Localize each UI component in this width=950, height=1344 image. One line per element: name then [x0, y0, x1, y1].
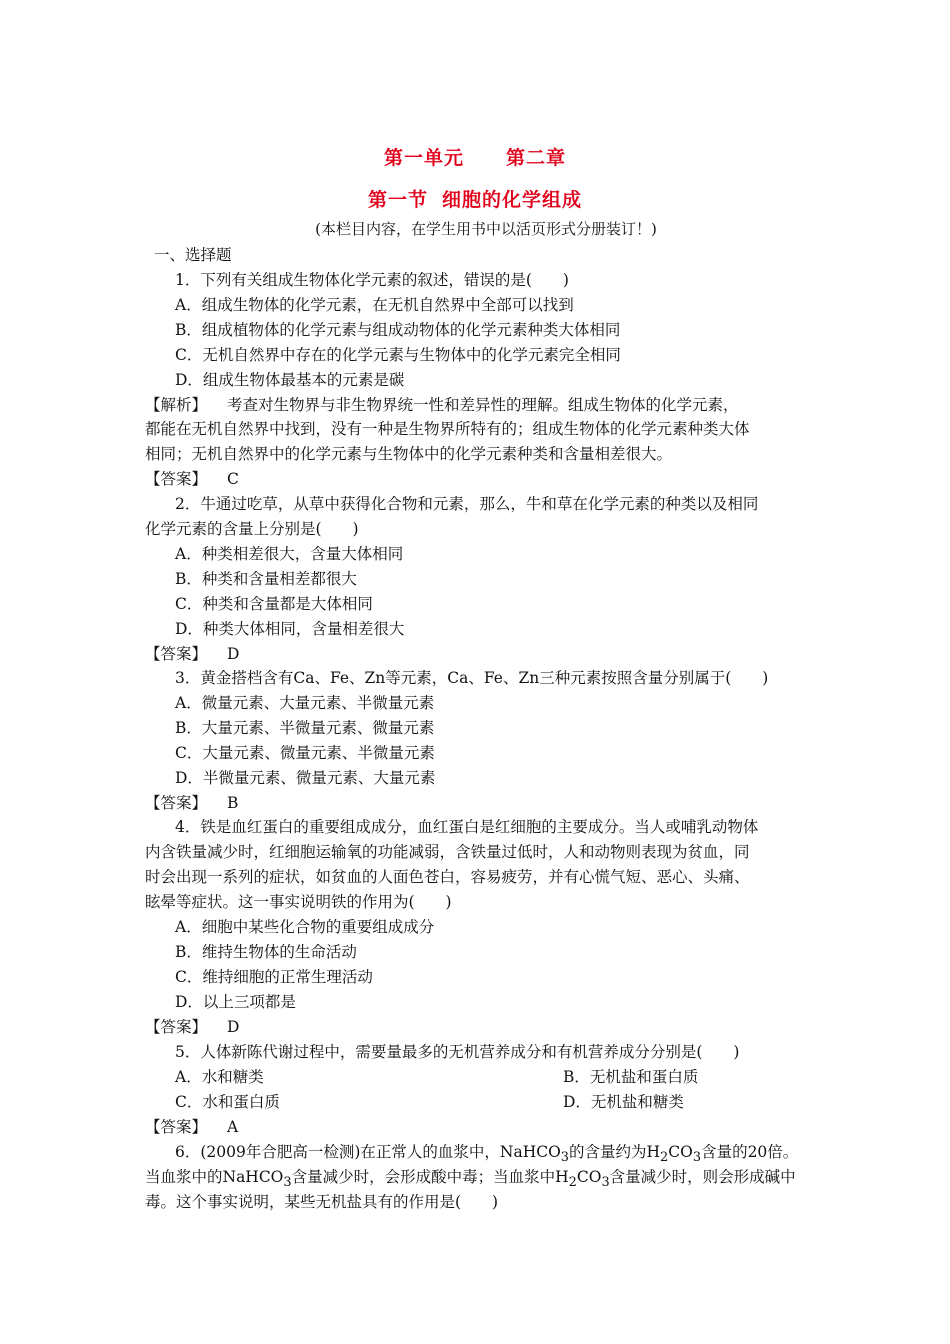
q6-stem-3: 毒。这个事实说明，某些无机盐具有的作用是( ) [145, 1193, 499, 1211]
section-heading [0, 185, 950, 212]
part-title: 一、选择题 [154, 246, 232, 264]
q3-option-d: D．半微量元素、微量元素、大量元素 [175, 769, 436, 787]
q4-option-c: C．维持细胞的正常生理活动 [175, 968, 373, 986]
q6-stem-2-part-b: 含量减少时，会形成酸中毒；当血浆中H [291, 1168, 569, 1186]
q3-option-b: B．大量元素、半微量元素、微量元素 [175, 719, 435, 737]
unit-chapter-heading [0, 143, 950, 170]
q2-option-d: D．种类大体相同，含量相差很大 [175, 620, 405, 638]
q4-stem-1: 4．铁是血红蛋白的重要组成成分，血红蛋白是红细胞的主要成分。当人或哺乳动物体 [175, 818, 759, 836]
q4-stem-4: 眩晕等症状。这一事实说明铁的作用为( ) [145, 893, 452, 911]
q1-answer-value: C [227, 470, 239, 488]
q2-option-b: B．种类和含量相差都很大 [175, 570, 357, 588]
q6-sub-3b: 3 [692, 1150, 702, 1166]
q2-answer [145, 642, 239, 666]
q3-answer-tag: 【答案】 [145, 794, 208, 812]
unit-title: 第一单元 [383, 147, 464, 169]
q1-answer [145, 467, 239, 491]
q6-sub-2b: 2 [568, 1175, 577, 1191]
q1-option-a: A．组成生物体的化学元素，在无机自然界中全部可以找到 [175, 296, 574, 314]
section-number: 第一节 [367, 189, 428, 211]
q6-stem-2-part-c: CO [576, 1168, 602, 1186]
q5-answer-tag: 【答案】 [145, 1118, 208, 1136]
q3-answer-value: B [227, 794, 239, 812]
q6-sub-3d: 3 [601, 1175, 610, 1191]
q6-sub-3: 3 [560, 1150, 570, 1166]
q1-option-d: D．组成生物体最基本的元素是碳 [175, 371, 405, 389]
q4-stem-2: 内含铁量减少时，红细胞运输氧的功能减弱，含铁量过低时，人和动物则表现为贫血，同 [145, 843, 750, 861]
q3-answer [145, 791, 238, 815]
q1-analysis-text-2: 都能在无机自然界中找到，没有一种是生物界所特有的；组成生物体的化学元素种类大体 [145, 420, 750, 438]
q4-option-a: A．细胞中某些化合物的重要组成成分 [175, 918, 435, 936]
q3-option-c: C．大量元素、微量元素、半微量元素 [175, 744, 435, 762]
q5-answer [145, 1115, 238, 1139]
q5-answer-value: A [227, 1118, 239, 1136]
q3-stem: 3．黄金搭档含有Ca、Fe、Zn等元素，Ca、Fe、Zn三种元素按照含量分别属于( ) [175, 669, 769, 687]
q2-stem-1: 2．牛通过吃草，从草中获得化合物和元素，那么，牛和草在化学元素的种类以及相同 [175, 495, 759, 513]
q1-analysis-text-3: 相同；无机自然界中的化学元素与生物体中的化学元素种类和含量相差很大。 [145, 445, 673, 463]
binding-note: (本栏目内容，在学生用书中以活页形式分册装订！) [315, 220, 657, 238]
q6-stem-2-part-a: 当血浆中的NaHCO [145, 1168, 284, 1186]
q1-analysis-line-1 [145, 393, 739, 417]
chapter-title: 第二章 [506, 147, 567, 169]
q5-option-b: B．无机盐和蛋白质 [563, 1068, 699, 1086]
q2-option-a: A．种类相差很大，含量大体相同 [175, 545, 404, 563]
q4-answer-value: D [227, 1018, 240, 1036]
q1-answer-tag: 【答案】 [145, 470, 208, 488]
q6-stem-1-part-b: 的含量约为H [569, 1143, 661, 1161]
q4-option-b: B．维持生物体的生命活动 [175, 943, 357, 961]
q2-stem-2: 化学元素的含量上分别是( ) [145, 520, 359, 538]
q1-analysis-text-1: 考查对生物界与非生物界统一性和差异性的理解。组成生物体的化学元素， [227, 396, 739, 414]
q3-option-a: A．微量元素、大量元素、半微量元素 [175, 694, 435, 712]
q6-stem-1-part-c: CO [668, 1143, 693, 1161]
q5-option-c: C．水和蛋白质 [175, 1093, 280, 1111]
q2-option-c: C．种类和含量都是大体相同 [175, 595, 373, 613]
q1-option-b: B．组成植物体的化学元素与组成动物体的化学元素种类大体相同 [175, 321, 621, 339]
q4-answer [145, 1015, 239, 1039]
q4-stem-3: 时会出现一系列的症状，如贫血的人面色苍白，容易疲劳，并有心慌气短、恶心、头痛、 [145, 868, 750, 886]
q6-stem-1-part-d: 含量的20倍。 [701, 1143, 799, 1161]
q1-analysis-tag: 【解析】 [145, 396, 208, 414]
q5-stem: 5．人体新陈代谢过程中，需要量最多的无机营养成分和有机营养成分分别是( ) [175, 1043, 740, 1061]
q6-stem-1-part-a: 6．(2009年合肥高一检测)在正常人的血浆中，NaHCO [175, 1143, 561, 1161]
q1-stem: 1．下列有关组成生物体化学元素的叙述，错误的是( ) [175, 271, 569, 289]
section-title: 细胞的化学组成 [442, 189, 583, 211]
q4-answer-tag: 【答案】 [145, 1018, 208, 1036]
q6-stem-2-part-d: 含量减少时，则会形成碱中 [609, 1168, 796, 1186]
q4-option-d: D．以上三项都是 [175, 993, 296, 1011]
q5-option-d: D．无机盐和糖类 [563, 1093, 684, 1111]
q1-option-c: C．无机自然界中存在的化学元素与生物体中的化学元素完全相同 [175, 346, 621, 364]
q2-answer-tag: 【答案】 [145, 645, 208, 663]
q6-sub-3c: 3 [283, 1175, 292, 1191]
q2-answer-value: D [227, 645, 240, 663]
q6-sub-2: 2 [660, 1150, 669, 1166]
q5-option-a: A．水和糖类 [175, 1068, 264, 1086]
